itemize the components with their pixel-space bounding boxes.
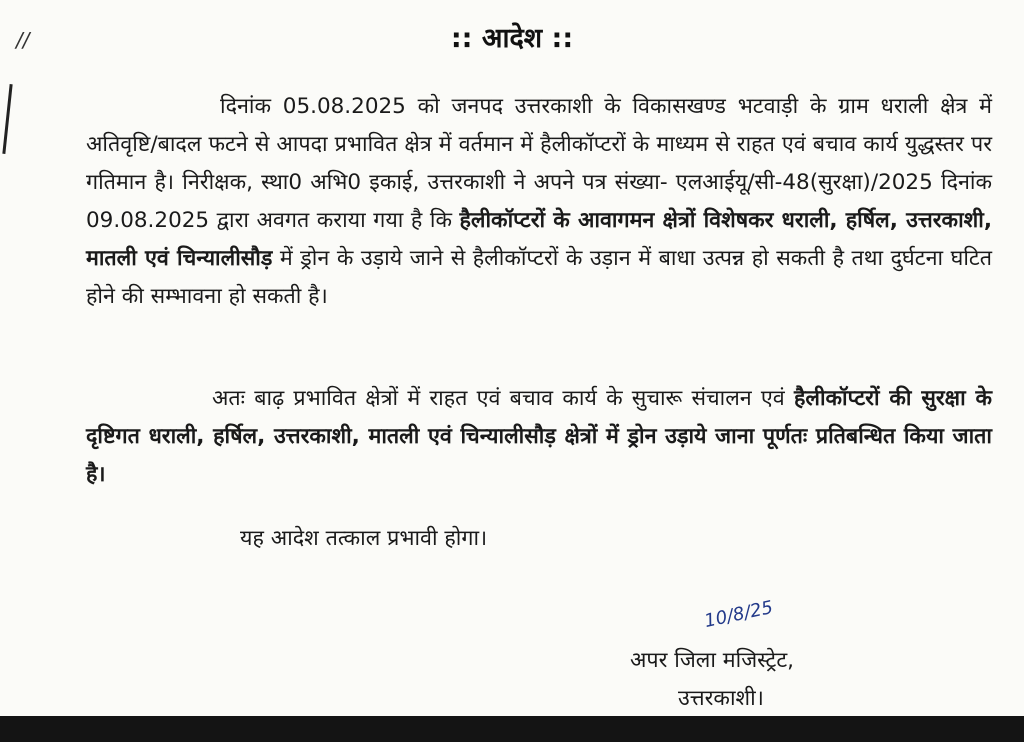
paragraph-1-text-b: में ड्रोन के उड़ाये जाने से हैलीकॉप्टरों के उड़ान में बाधा उत्पन्न हो सकती है तथा दुर्घटना घटित होने की सम्भावना हो सकती है। [86, 246, 992, 309]
bottom-dark-band [0, 716, 1024, 742]
paragraph-2-bold: हैलीकॉप्टरों की सुरक्षा के दृष्टिगत धराली, हर्षिल, उत्तरकाशी, मातली एवं चिन्यालीसौड़ क्षेत्रों में ड्रोन उड़ाये जाना पूर्णतः प्रतिबन्धित किया जाता है। [86, 386, 993, 487]
signatory-place: उत्तरकाशी। [678, 686, 764, 711]
paragraph-1-bold: हैलीकॉप्टरों के आवागमन क्षेत्रों विशेषकर धराली, हर्षिल, उत्तरकाशी, मातली एवं चिन्यालीसौड़ [86, 208, 992, 271]
paragraph-3: यह आदेश तत्काल प्रभावी होगा। [240, 526, 488, 551]
document-title: :: आदेश :: [450, 23, 574, 54]
margin-mark: // [16, 28, 30, 52]
paragraph-1 [86, 88, 992, 316]
margin-line [2, 84, 12, 154]
handwritten-signature: 10/8/25 [702, 597, 775, 632]
signatory-block [630, 642, 794, 716]
paragraph-2-text: अतः बाढ़ प्रभावित क्षेत्रों में राहत एवं बचाव कार्य के सुचारू संचालन एवं [212, 386, 794, 411]
paragraph-2 [86, 380, 992, 494]
signatory-designation: अपर जिला मजिस्ट्रेट, [630, 648, 795, 673]
paragraph-1-text-a: दिनांक 05.08.2025 को जनपद उत्तरकाशी के विकासखण्ड भटवाड़ी के ग्राम धराली क्षेत्र में अतिवृष्टि/बादल फटने से आपदा प्रभावित क्षेत्र में वर्तमान में हैलीकॉप्टरों के माध्यम से राहत एवं बचाव कार्य युद्धस्तर पर गतिमान है। निरीक्षक, स्था0 अभि0 इकाई, उत्तरकाशी ने अपने पत्र संख्या- एलआईयू/सी-48(सुरक्षा)/2025 दिनांक 09.08.2025 द्वारा अवगत कराया गया है कि [86, 94, 992, 233]
